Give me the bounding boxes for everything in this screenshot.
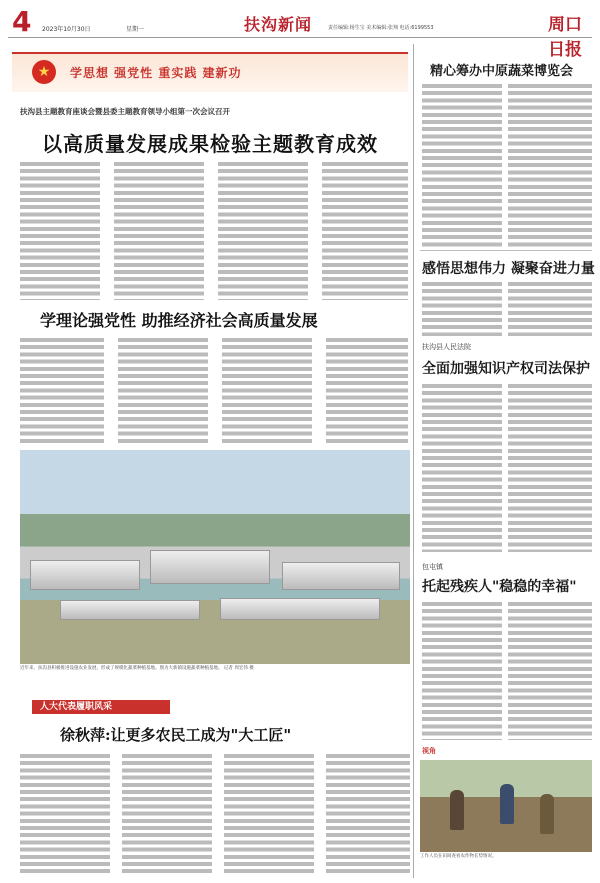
right2-body-col2 (508, 280, 592, 336)
section-rule (420, 250, 592, 251)
page-header (8, 5, 592, 60)
right3-body-col2 (508, 382, 592, 552)
issue-weekday: 星期一 (126, 26, 145, 33)
right-headline-3: 全面加强知识产权司法保护 (422, 361, 590, 377)
photo-caption: 近年来，扶沟县积极推进设施农业发展，形成了规模化蔬菜种植基地。图为大新镇设施蔬菜种植基地。 记者 周宏伟 摄 (20, 666, 254, 671)
section-title: 扶沟新闻 (244, 15, 313, 34)
banner-slogan: 学思想 强党性 重实践 建新功 (70, 66, 242, 80)
feature-body-col1 (20, 752, 110, 876)
greenhouse-block (282, 562, 400, 590)
person-figure (500, 784, 514, 824)
feature-headline: 徐秋萍:让更多农民工成为"大工匠" (60, 726, 292, 744)
column-divider (413, 44, 414, 878)
greenhouse-block (60, 600, 200, 620)
person-figure (450, 790, 464, 830)
article2-body-col3 (222, 336, 312, 444)
feature-body-col3 (224, 752, 314, 876)
right1-body-col2 (508, 82, 592, 248)
right-headline-1: 精心筹办中原蔬菜博览会 (430, 64, 574, 79)
photo-section-tag: 视角 (422, 747, 436, 755)
right-headline-4: 托起残疾人"稳稳的幸福" (422, 579, 577, 595)
party-emblem-icon: ★ (32, 60, 56, 84)
field-photo (420, 760, 592, 852)
greenhouse-block (30, 560, 140, 590)
editor-credits: 责任编辑:杨生宝 美术编辑:张翔 电话:6199553 (328, 25, 434, 31)
right-kicker-court: 扶沟县人民法院 (422, 343, 471, 351)
right4-body-col2 (508, 600, 592, 740)
greenhouse-block (150, 550, 270, 584)
article2-body-col2 (118, 336, 208, 444)
article-body-col3 (218, 160, 308, 300)
right4-body-col1 (422, 600, 502, 740)
right1-body-col1 (422, 82, 502, 248)
greenhouse-photo (20, 450, 410, 664)
newspaper-logo: 周口日报 (548, 15, 582, 60)
article2-body-col1 (20, 336, 104, 444)
person-figure (540, 794, 554, 834)
issue-date: 2023年10月30日 (42, 26, 91, 33)
feature-body-col2 (122, 752, 212, 876)
article2-body-col4 (326, 336, 408, 444)
right3-body-col1 (422, 382, 502, 552)
right-headline-2: 感悟思想伟力 凝聚奋进力量 (422, 261, 595, 277)
article-body-col2 (114, 160, 204, 300)
greenhouse-block (220, 598, 380, 620)
feature-body-col4 (326, 752, 410, 876)
sub-headline: 学理论强党性 助推经济社会高质量发展 (40, 311, 318, 330)
theme-banner (12, 52, 408, 92)
right-photo-caption: 工作人员在田间查看农作物长势情况。 (420, 854, 497, 859)
article-body-col1 (20, 160, 100, 300)
article-kicker: 扶沟县主题教育座谈会暨县委主题教育领导小组第一次会议召开 (20, 107, 230, 116)
feature-tag: 人大代表履职风采 (32, 700, 170, 714)
main-headline: 以高质量发展成果检验主题教育成效 (42, 132, 378, 156)
article-body-col4 (322, 160, 408, 300)
page-number: 4 (12, 5, 32, 38)
right-kicker-town: 包屯镇 (422, 563, 443, 571)
right2-body-col1 (422, 280, 502, 336)
